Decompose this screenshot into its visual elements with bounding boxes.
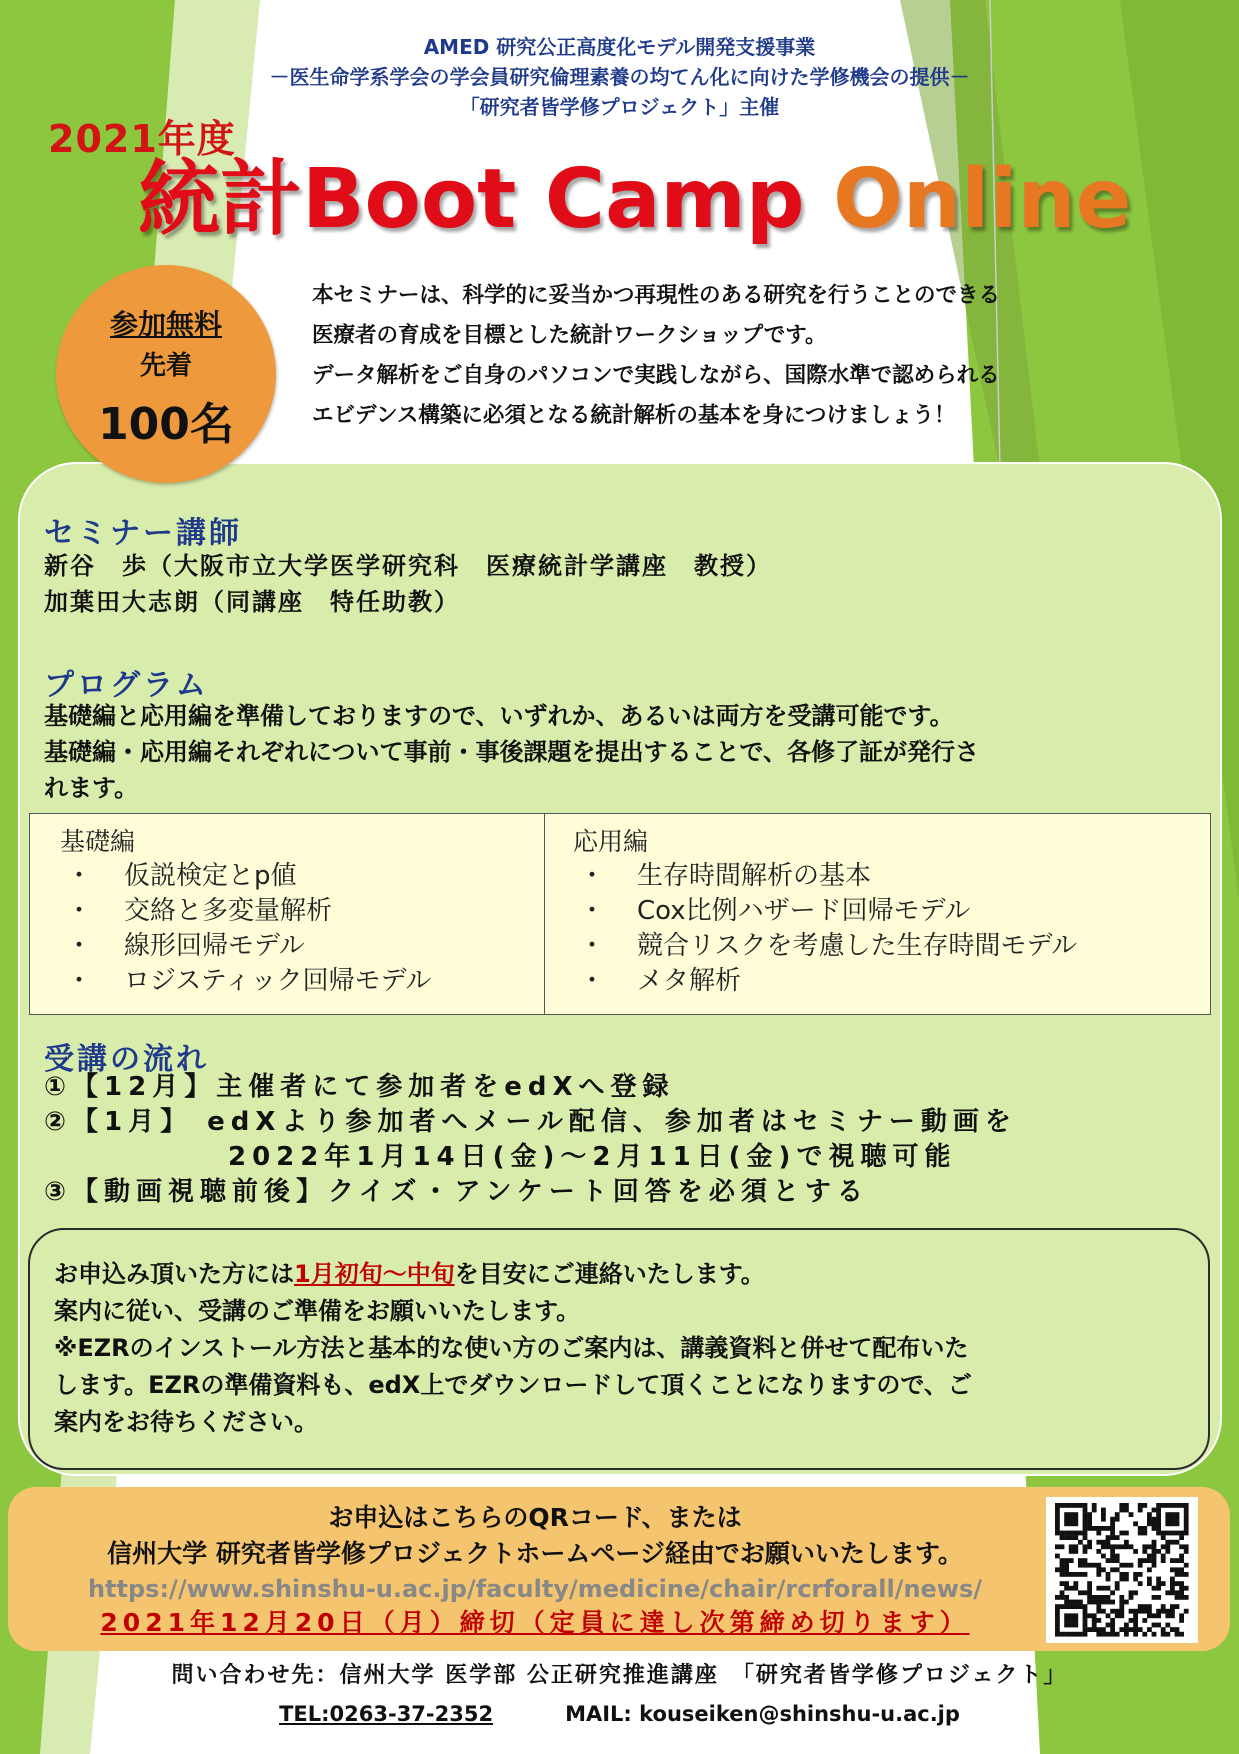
list-item: ・ 競合リスクを考慮した生存時間モデル bbox=[579, 931, 1078, 961]
deadline: 2021年12月20日（月）締切（定員に達し次第締め切ります） bbox=[100, 1608, 970, 1637]
contact-period: 1月初旬～中旬 bbox=[294, 1260, 455, 1288]
program-table bbox=[29, 813, 1211, 1015]
title-main: 統計Boot Camp bbox=[138, 152, 834, 247]
notice-line: 案内に従い、受講のご準備をお願いいたします。 bbox=[54, 1297, 581, 1325]
list-item: ・ ロジスティック回帰モデル bbox=[66, 966, 432, 996]
program-desc-line: 基礎編と応用編を準備しておりますので、いずれか、あるいは両方を受講可能です。 bbox=[44, 702, 954, 730]
flow-step: 2022年1月14日(金)～2月11日(金)で視聴可能 bbox=[228, 1142, 957, 1172]
badge-first-come: 先着 bbox=[139, 351, 192, 381]
flow-step: ③【動画視聴前後】クイズ・アンケート回答を必須とする bbox=[44, 1177, 869, 1207]
header-line3: 「研究者皆学修プロジェクト」主催 bbox=[459, 95, 780, 119]
title-accent: Online bbox=[833, 152, 1132, 247]
intro-line: データ解析をご自身のパソコンで実践しながら、国際水準で認められる bbox=[312, 363, 1000, 388]
program-description bbox=[44, 698, 979, 806]
instructors-title: セミナー講師 bbox=[44, 516, 242, 551]
contact-details bbox=[0, 1702, 1239, 1726]
instructor-line: 加葉田大志朗（同講座 特任助教） bbox=[44, 588, 460, 616]
email-address[interactable]: MAIL: kouseiken@shinshu-u.ac.jp bbox=[565, 1702, 960, 1726]
basic-course-list bbox=[60, 859, 544, 999]
free-badge bbox=[56, 265, 276, 483]
notice-line: します。EZRの準備資料も、edX上でダウンロードして頂くことになりますので、ご bbox=[54, 1371, 972, 1399]
flow-step: ②【1月】 edXより参加者へメール配信、参加者はセミナー動画を bbox=[44, 1107, 1017, 1137]
list-item: ・ 線形回帰モデル bbox=[66, 931, 305, 961]
list-item: ・ 仮説検定とp値 bbox=[66, 861, 297, 891]
page-title bbox=[138, 150, 1131, 250]
instructors-list bbox=[44, 548, 772, 620]
notice-line: ※EZRのインストール方法と基本的な使い方のご案内は、講義資料と併せて配布いた bbox=[54, 1334, 969, 1362]
program-title: プログラム bbox=[44, 668, 209, 703]
instructor-line: 新谷 歩（大阪市立大学医学研究科 医療統計学講座 教授） bbox=[44, 552, 772, 580]
qr-code-icon bbox=[1046, 1497, 1198, 1643]
list-item: ・ Cox比例ハザード回帰モデル bbox=[579, 896, 971, 926]
program-desc-line: れます。 bbox=[44, 774, 139, 802]
apply-line: お申込はこちらのQRコード、または bbox=[328, 1503, 742, 1532]
flow-title: 受講の流れ bbox=[44, 1042, 209, 1077]
badge-capacity: 100名 bbox=[98, 399, 234, 450]
phone-number[interactable]: TEL:0263-37-2352 bbox=[279, 1702, 494, 1726]
flow-steps bbox=[44, 1070, 1017, 1210]
applied-course-list bbox=[573, 859, 1210, 999]
applied-course-title: 応用編 bbox=[573, 827, 649, 856]
intro-line: 医療者の育成を目標とした統計ワークショップです。 bbox=[312, 323, 827, 348]
header-line1: AMED 研究公正高度化モデル開発支援事業 bbox=[423, 35, 816, 59]
list-item: ・ 生存時間解析の基本 bbox=[579, 861, 872, 891]
badge-free: 参加無料 bbox=[109, 308, 222, 341]
apply-line: 信州大学 研究者皆学修プロジェクトホームページ経由でお願いいたします。 bbox=[107, 1539, 963, 1568]
program-desc-line: 基礎編・応用編それぞれについて事前・事後課題を提出することで、各修了証が発行さ bbox=[44, 738, 980, 766]
notice-text bbox=[54, 1256, 1174, 1441]
applied-course bbox=[545, 814, 1210, 1014]
intro-line: 本セミナーは、科学的に妥当かつ再現性のある研究を行うことのできる bbox=[312, 283, 1001, 308]
qr-code[interactable] bbox=[1046, 1497, 1198, 1643]
year-label: 2021年度 bbox=[48, 117, 236, 161]
contact-info: 問い合わせ先：信州大学 医学部 公正研究推進講座 「研究者皆学修プロジェクト」 bbox=[171, 1663, 1068, 1688]
notice-line: 案内をお待ちください。 bbox=[54, 1408, 318, 1436]
list-item: ・ 交絡と多変量解析 bbox=[66, 896, 333, 926]
flow-step: ①【12月】主催者にて参加者をedXへ登録 bbox=[44, 1072, 675, 1102]
intro-line: エビデンス構築に必須となる統計解析の基本を身につけましょう！ bbox=[312, 403, 956, 428]
apply-text bbox=[30, 1500, 1040, 1640]
notice-line: お申込み頂いた方には1月初旬～中旬を目安にご連絡いたします。 bbox=[54, 1260, 765, 1288]
basic-course bbox=[30, 814, 545, 1014]
basic-course-title: 基礎編 bbox=[60, 827, 136, 856]
list-item: ・ メタ解析 bbox=[579, 966, 742, 996]
intro-text bbox=[312, 276, 1132, 436]
apply-url-link[interactable]: https://www.shinshu-u.ac.jp/faculty/medicine/chair/rcrforall/news/ bbox=[87, 1575, 983, 1603]
header-line2: －医生命学系学会の学会員研究倫理素養の均てん化に向けた学修機会の提供－ bbox=[269, 65, 970, 89]
